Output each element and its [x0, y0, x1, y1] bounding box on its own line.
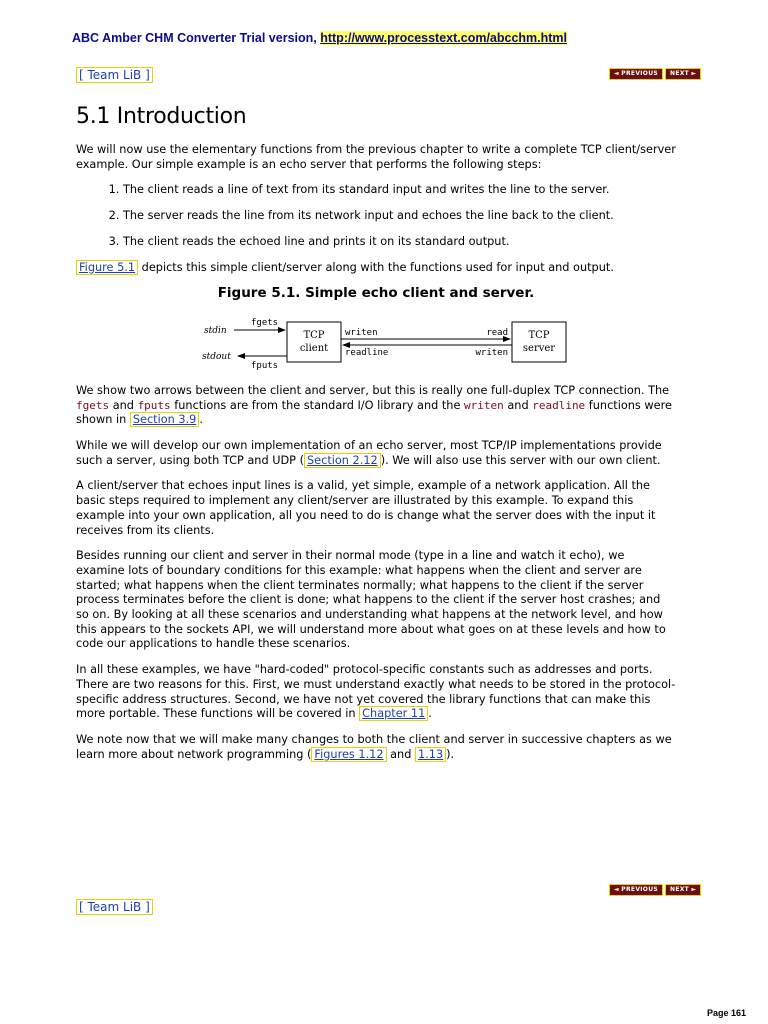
paragraph-text: . — [428, 707, 432, 721]
full-duplex-paragraph — [76, 384, 676, 428]
boundary-conditions-paragraph: Besides running our client and server in their normal mode (type in a line and watch it echo), we examine lots of boundary conditions for this example: what happens when the client and server are started; what happens when the client terminates normally; what happens to the client if the server process terminates before the client is done; what happens to the client if the server host crashes; and so on. By looking at all these scenarios and understanding what happens at the network level, and how this appears to the sockets API, we will understand more about what goes on at these levels and how to code our applications to handle these scenarios. — [76, 549, 666, 651]
intro-paragraph: We will now use the elementary functions from the previous chapter to write a complete TCP client/server example. Our simple example is an echo server that performs the following steps: — [76, 143, 676, 171]
paragraph-text: ). We will also use this server with our own client. — [380, 453, 661, 467]
paragraph-text: and — [386, 747, 415, 761]
team-lib-link-top[interactable] — [76, 68, 153, 82]
team-lib-label[interactable]: [ Team LiB ] — [76, 67, 153, 83]
paragraph-text: In all these examples, we have "hard-coded" protocol-specific constants such as addresses and ports. There are two reasons for this. First, we must understand exactly what needs to be stored in the protocol-specific address structures. Second, we have not yet covered the library functions that can make this more portable. These functions will be covered in — [76, 663, 676, 721]
next-button[interactable]: NEXT ► — [665, 68, 701, 80]
previous-button[interactable]: ◄ PREVIOUS — [609, 68, 663, 80]
section-3-9-link[interactable]: Section 3.9 — [130, 412, 200, 427]
paragraph-text: and — [503, 398, 533, 412]
nav-buttons-top — [609, 68, 701, 80]
changes-paragraph — [76, 733, 676, 762]
paragraph-text: depicts this simple client/server along with the functions used for input and output. — [138, 260, 614, 274]
code-writen: writen — [464, 398, 504, 412]
nav-buttons-bottom — [609, 884, 701, 896]
section-2-12-link[interactable]: Section 2.12 — [304, 453, 381, 468]
converter-banner — [72, 31, 567, 45]
writen-right-label: writen — [475, 347, 508, 358]
previous-button[interactable]: ◄ PREVIOUS — [609, 884, 663, 896]
server-box-label-1: TCP — [528, 329, 550, 341]
paragraph-text: functions were shown in — [76, 398, 672, 427]
echo-application-paragraph: A client/server that echoes input lines is a valid, yet simple, example of a network application. All the basic steps required to implement any client/server are illustrated by this example. To expand this example into your own application, all you need to do is change what the server does with the input it receives from its clients. — [76, 479, 656, 537]
client-box-label-1: TCP — [303, 329, 325, 341]
tcp-client-box — [287, 322, 341, 362]
echo-diagram — [76, 314, 676, 372]
hard-coded-paragraph — [76, 663, 676, 722]
paragraph-text: ). — [446, 747, 455, 761]
code-fgets: fgets — [76, 398, 110, 412]
paragraph-text: We show two arrows between the client and server, but this is really one full-duplex TCP connection. The — [76, 383, 670, 397]
list-item: 2. The server reads the line from its network input and echoes the line back to the client. — [123, 209, 676, 224]
echo-figure — [76, 314, 676, 372]
paragraph-text: and — [109, 398, 138, 412]
readline-left-label: readline — [345, 347, 389, 358]
paragraph-text: We note now that we will make many changes to both the client and server in successive chapters as we learn more about network programming ( — [76, 732, 672, 761]
figure-reference-paragraph — [76, 261, 676, 276]
server-box-label-2: server — [522, 342, 556, 354]
paragraph-text: functions are from the standard I/O library and the — [170, 398, 465, 412]
implementation-paragraph — [76, 439, 676, 468]
client-box-label-2: client — [299, 342, 329, 354]
team-lib-label[interactable]: [ Team LiB ] — [76, 899, 153, 915]
page-number: Page 161 — [706, 1008, 746, 1018]
tcp-server-box — [512, 322, 566, 362]
paragraph-text: . — [199, 413, 203, 427]
chapter-11-link[interactable]: Chapter 11 — [359, 706, 428, 721]
steps-list — [76, 183, 676, 249]
stdout-label: stdout — [202, 351, 231, 362]
figure-5-1-link[interactable]: Figure 5.1 — [76, 260, 138, 275]
figure-1-13-link[interactable]: 1.13 — [415, 747, 446, 762]
list-item: 1. The client reads a line of text from its standard input and writes the line to the server. — [123, 183, 676, 198]
main-content — [76, 143, 676, 773]
code-readline: readline — [532, 398, 586, 412]
list-item: 3. The client reads the echoed line and prints it on its standard output. — [123, 235, 676, 250]
fputs-label: fputs — [251, 360, 279, 371]
page-title: 5.1 Introduction — [76, 104, 247, 129]
team-lib-link-bottom[interactable] — [76, 900, 153, 914]
fgets-label: fgets — [251, 317, 279, 328]
figure-title: Figure 5.1. Simple echo client and server. — [217, 285, 535, 302]
stdin-label: stdin — [204, 325, 227, 336]
code-fputs: fputs — [137, 398, 171, 412]
paragraph-text: While we will develop our own implementation of an echo server, most TCP/IP implementations provide such a server, using both TCP and UDP ( — [76, 439, 662, 467]
banner-text: ABC Amber CHM Converter Trial version, — [72, 31, 321, 45]
read-right-label: read — [486, 327, 508, 338]
writen-left-label: writen — [345, 327, 378, 338]
figures-1-12-link[interactable]: Figures 1.12 — [311, 747, 386, 762]
next-button[interactable]: NEXT ► — [665, 884, 701, 896]
banner-url-link[interactable]: http://www.processtext.com/abcchm.html — [320, 31, 568, 45]
